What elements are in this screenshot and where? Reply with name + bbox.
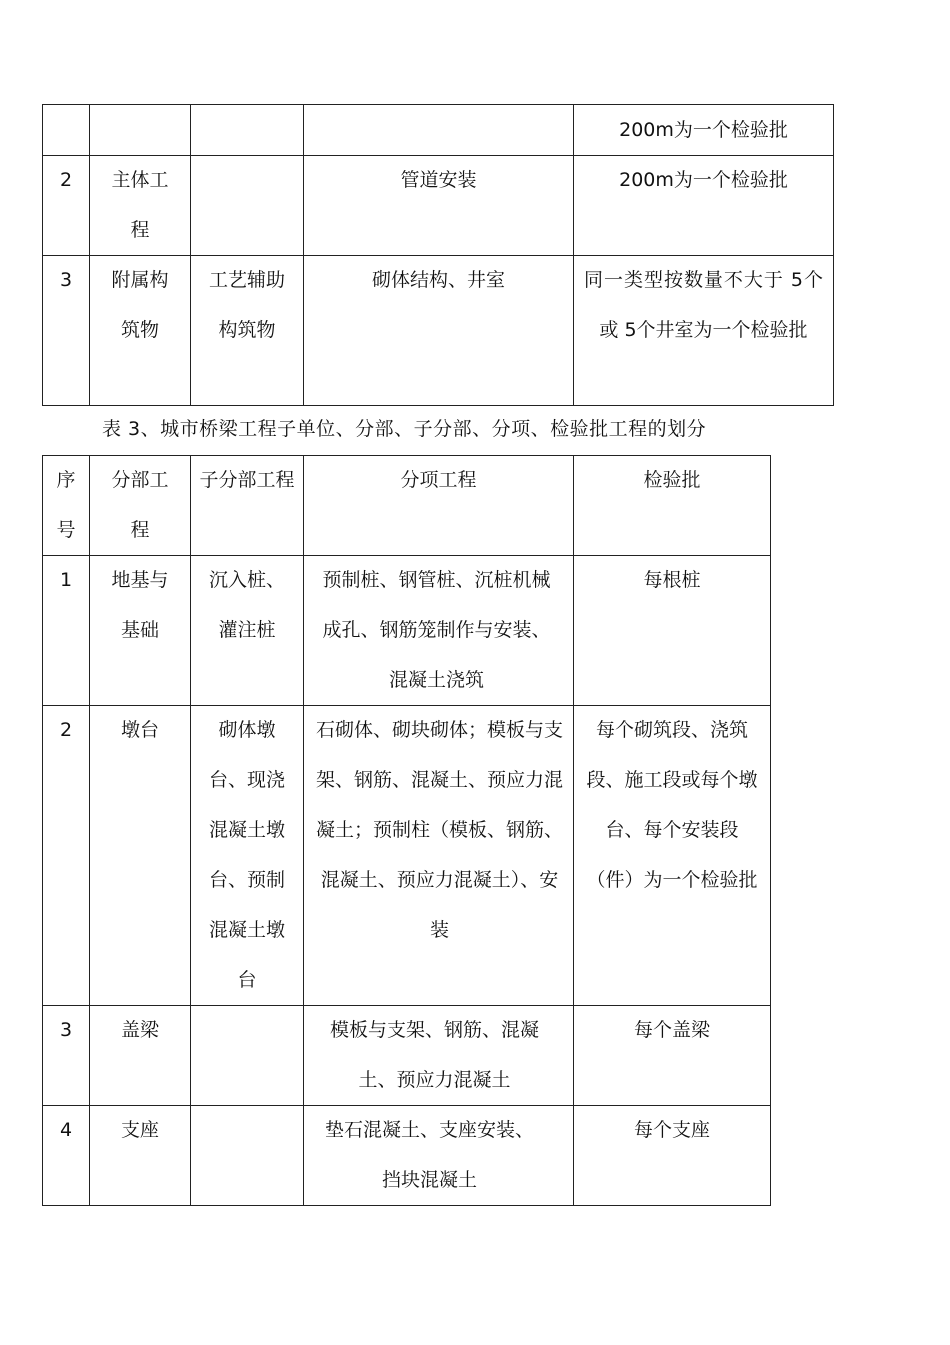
cell-no-text: 3	[59, 1019, 73, 1041]
cell-part-text: 墩台	[120, 719, 159, 741]
cell-batch-text: 每个支座	[633, 1119, 710, 1141]
cell-subpart	[191, 105, 304, 156]
cell-no-text: 2	[59, 169, 73, 191]
header-batch	[574, 456, 771, 556]
cell-part-text: 地基与基础	[111, 569, 169, 641]
cell-item-text: 预制桩、钢管桩、沉桩机械成孔、钢筋笼制作与安装、混凝土浇筑	[322, 569, 551, 691]
cell-batch-text: 每个盖梁	[633, 1019, 710, 1041]
cell-subpart	[191, 156, 304, 256]
cell-item-text: 垫石混凝土、支座安装、挡块混凝土	[324, 1119, 534, 1191]
header-item	[304, 456, 574, 556]
cell-batch-text: 每根桩	[643, 569, 701, 591]
cell-no	[43, 156, 90, 256]
cell-subpart	[191, 1106, 304, 1206]
cell-no	[43, 105, 90, 156]
cell-batch-text: 每个砌筑段、浇筑段、施工段或每个墩台、每个安装段（件）为一个检验批	[586, 719, 758, 891]
cell-part	[90, 105, 191, 156]
cell-item-text: 石砌体、砌块砌体；模板与支架、钢筋、混凝土、预应力混凝土；预制柱（模板、钢筋、混凝土、预应力混凝土）、安装	[315, 719, 563, 941]
cell-item	[304, 556, 574, 706]
table-row	[43, 1106, 771, 1206]
table-row	[43, 1006, 771, 1106]
cell-item	[304, 105, 574, 156]
cell-no-text: 3	[59, 269, 73, 291]
cell-part-text: 盖梁	[120, 1019, 159, 1041]
cell-subpart-text: 工艺辅助构筑物	[208, 269, 285, 341]
cell-batch-text: 200m为一个检验批	[619, 119, 788, 141]
cell-item-text: 砌体结构、井室	[371, 269, 505, 291]
cell-batch	[574, 256, 834, 406]
table-row	[43, 256, 834, 406]
header-subpart-text: 子分部工程	[199, 469, 295, 491]
cell-part	[90, 1006, 191, 1106]
cell-part	[90, 556, 191, 706]
header-subpart	[191, 456, 304, 556]
cell-no	[43, 1006, 90, 1106]
table-row	[43, 556, 771, 706]
cell-batch-text: 同一类型按数量不大于 5个或 5个井室为一个检验批	[584, 269, 823, 341]
table-water-works-continued	[42, 104, 834, 406]
cell-batch	[574, 105, 834, 156]
table-row	[43, 156, 834, 256]
cell-item	[304, 706, 574, 1006]
cell-part	[90, 256, 191, 406]
cell-item-text: 模板与支架、钢筋、混凝土、预应力混凝土	[329, 1019, 539, 1091]
cell-batch	[574, 156, 834, 256]
header-part-text: 分部工程	[111, 469, 169, 541]
cell-batch	[574, 1106, 771, 1206]
header-part	[90, 456, 191, 556]
cell-no-text: 2	[59, 719, 73, 741]
cell-batch	[574, 556, 771, 706]
cell-part-text: 主体工程	[111, 169, 169, 241]
header-item-text: 分项工程	[400, 469, 477, 491]
cell-subpart-text: 沉入桩、灌注桩	[208, 569, 285, 641]
cell-subpart	[191, 256, 304, 406]
cell-no	[43, 256, 90, 406]
cell-item	[304, 256, 574, 406]
table-bridge-works-division	[42, 455, 771, 1206]
cell-no	[43, 1106, 90, 1206]
cell-item	[304, 156, 574, 256]
cell-item	[304, 1006, 574, 1106]
cell-batch-text: 200m为一个检验批	[619, 169, 788, 191]
cell-part	[90, 156, 191, 256]
cell-part	[90, 1106, 191, 1206]
cell-batch	[574, 1006, 771, 1106]
cell-subpart	[191, 556, 304, 706]
table-header-row	[43, 456, 771, 556]
table-row	[43, 105, 834, 156]
header-no	[43, 456, 90, 556]
cell-subpart	[191, 706, 304, 1006]
cell-subpart-text: 砌体墩台、现浇混凝土墩台、预制混凝土墩台	[208, 719, 285, 991]
header-batch-text: 检验批	[643, 469, 701, 491]
cell-no-text: 4	[59, 1119, 73, 1141]
table-row	[43, 706, 771, 1006]
cell-part-text: 支座	[120, 1119, 159, 1141]
cell-item	[304, 1106, 574, 1206]
cell-batch	[574, 706, 771, 1006]
cell-no-text: 1	[59, 569, 73, 591]
cell-no	[43, 706, 90, 1006]
cell-no	[43, 556, 90, 706]
cell-part	[90, 706, 191, 1006]
cell-subpart	[191, 1006, 304, 1106]
cell-part-text: 附属构筑物	[111, 269, 169, 341]
table-caption: 表 3、城市桥梁工程子单位、分部、子分部、分项、检验批工程的划分	[102, 418, 707, 440]
header-no-text: 序号	[56, 469, 76, 541]
cell-item-text: 管道安装	[400, 169, 477, 191]
